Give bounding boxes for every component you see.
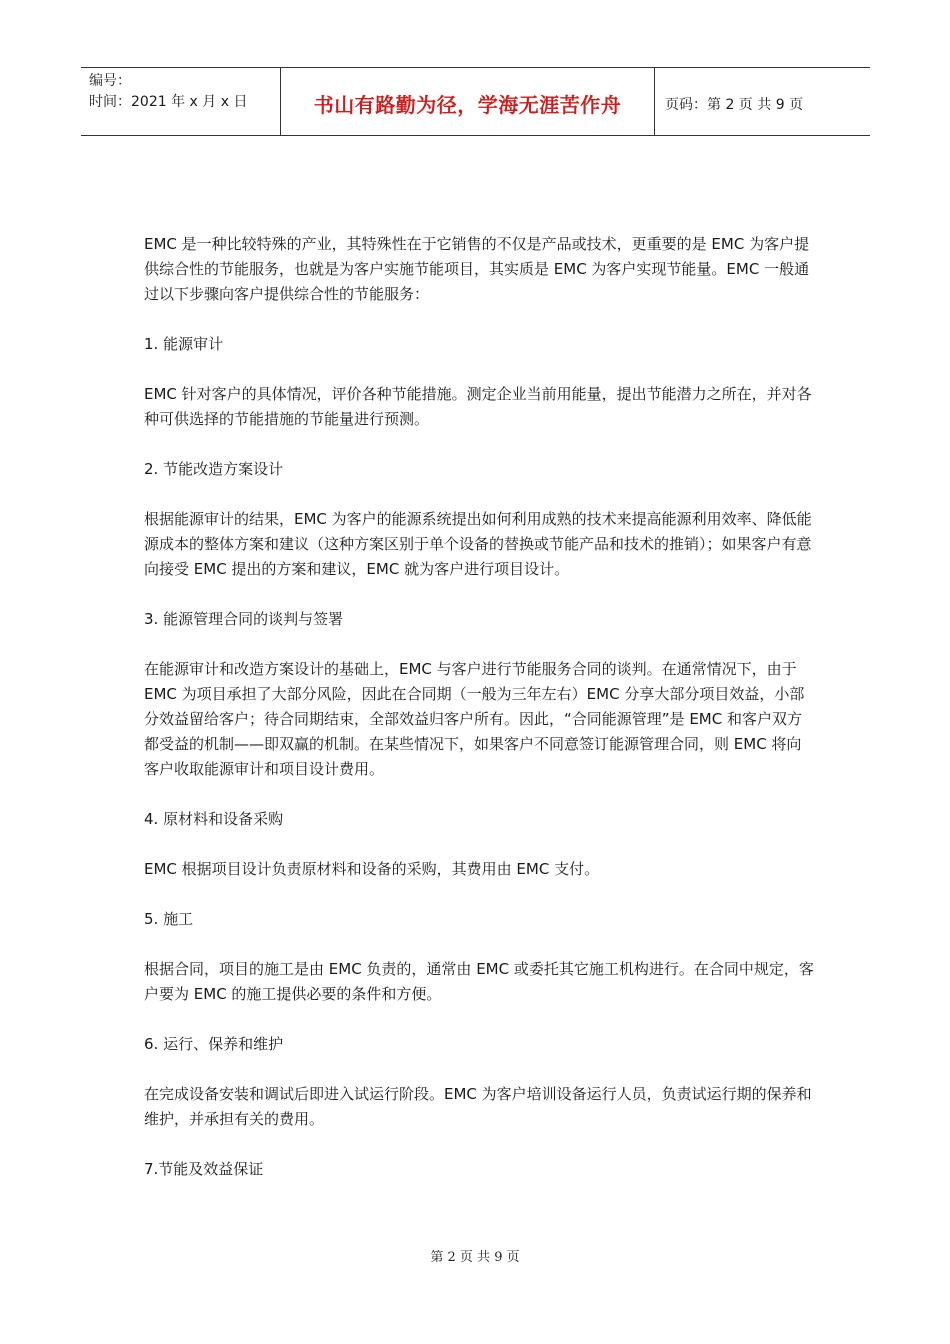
section-heading-contract: 3. 能源管理合同的谈判与签署 <box>144 610 344 628</box>
paragraph-contract: 在能源审计和改造方案设计的基础上，EMC 与客户进行节能服务合同的谈判。在通常情况下，由于 EMC 为项目承担了大部分风险，因此在合同期（一般为三年左右）EMC 分享大部分项目效益，小部分效益留给客户；待合同期结束，全部效益归客户所有。因此，“合同能源管理”是 EMC 和客户双方都受益的机制——即双赢的机制。在某些情况下，如果客户不同意签订能源管理合同，则 EMC 将向客户收取能源审计和项目设计费用。 <box>144 660 805 778</box>
paragraph-procurement: EMC 根据项目设计负责原材料和设备的采购，其费用由 EMC 支付。 <box>144 860 600 878</box>
paragraph-construction: 根据合同，项目的施工是由 EMC 负责的，通常由 EMC 或委托其它施工机构进行。在合同中规定，客户要为 EMC 的施工提供必要的条件和方便。 <box>144 960 814 1003</box>
paragraph-energy-audit: EMC 针对客户的具体情况，评价各种节能措施。测定企业当前用能量，提出节能潜力之所在，并对各种可供选择的节能措施的节能量进行预测。 <box>144 385 812 428</box>
paragraph-operation: 在完成设备安装和调试后即进入试运行阶段。EMC 为客户培训设备运行人员，负责试运行期的保养和维护，并承担有关的费用。 <box>144 1085 812 1128</box>
header-meta <box>81 68 281 135</box>
document-date-label: 时间：2021 年 x 月 x 日 <box>89 94 248 110</box>
header-motto: 书山有路勤为径，学海无涯苦作舟 <box>281 68 655 135</box>
section-heading-construction: 5. 施工 <box>144 910 194 928</box>
intro-paragraph: EMC 是一种比较特殊的产业，其特殊性在于它销售的不仅是产品或技术，更重要的是 EMC 为客户提供综合性的节能服务，也就是为客户实施节能项目，其实质是 EMC 为客户实现节能量。EMC 一般通过以下步骤向客户提供综合性的节能服务： <box>144 235 810 303</box>
section-heading-retrofit-design: 2. 节能改造方案设计 <box>144 460 284 478</box>
document-header <box>81 67 870 136</box>
paragraph-retrofit-design: 根据能源审计的结果，EMC 为客户的能源系统提出如何利用成熟的技术来提高能源利用效率、降低能源成本的整体方案和建议（这种方案区别于单个设备的替换或节能产品和技术的推销）；如果客户有意向接受 EMC 提出的方案和建议，EMC 就为客户进行项目设计。 <box>144 510 812 578</box>
section-heading-guarantee: 7.节能及效益保证 <box>144 1160 264 1178</box>
section-heading-energy-audit: 1. 能源审计 <box>144 335 224 353</box>
section-heading-procurement: 4. 原材料和设备采购 <box>144 810 284 828</box>
header-page-number: 页码：第 2 页 共 9 页 <box>665 96 804 113</box>
page-footer: 第 2 页 共 9 页 <box>430 1250 520 1265</box>
document-number-label: 编号： <box>89 73 131 89</box>
section-heading-operation: 6. 运行、保养和维护 <box>144 1035 284 1053</box>
document-body <box>144 232 814 1207</box>
